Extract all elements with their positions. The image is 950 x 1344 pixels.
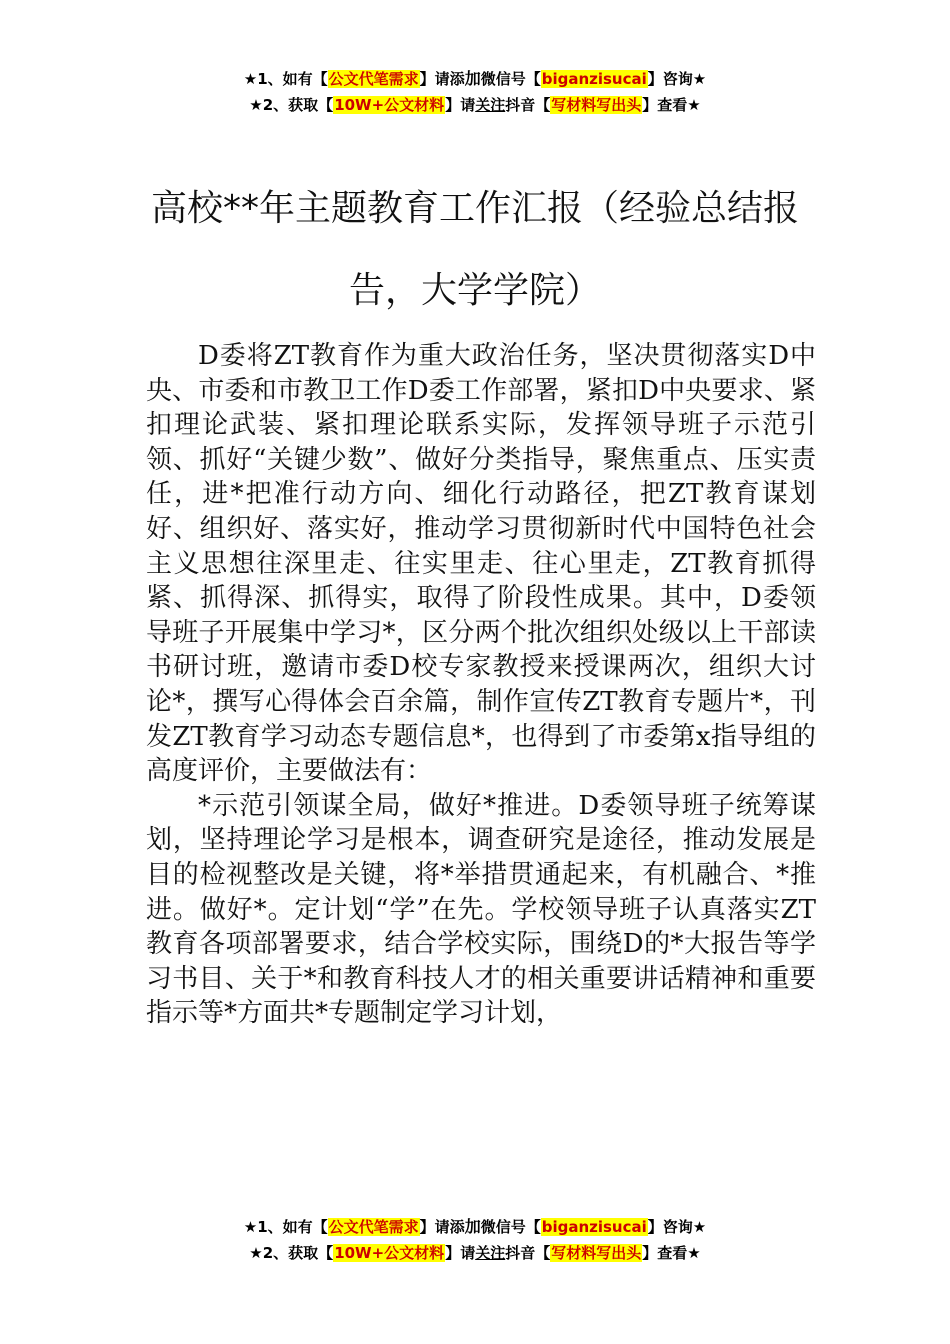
body-paragraph: D委将ZT教育作为重大政治任务，坚决贯彻落实D中央、市委和市教卫工作D委工作部署，紧扣D中央要求、紧扣理论武装、紧扣理论联系实际，发挥领导班子示范引领、抓好“关键少数”、做好分类指导，聚焦重点、压实责任，进*把准行动方向、细化行动路径，把ZT教育谋划好、组织好、落实好，推动学习贯彻新时代中国特色社会主义思想往深里走、往实里走、往心里走，ZT教育抓得紧、抓得深、抓得实，取得了阶段性成果。其中，D委领导班子开展集中学习*，区分两个批次组织处级以上干部读书研讨班，邀请市委D校专家教授来授课两次，组织大讨论*，撰写心得体会百余篇，制作宣传ZT教育专题片*，刊发ZT教育学习动态专题信息*，也得到了市委第x指导组的高度评价，主要做法有： (146, 341, 816, 787)
promo-highlight: 10W+公文材料 (334, 1244, 445, 1262)
header-promo-banner (0, 66, 950, 118)
promo-text: 】查看★ (642, 1244, 701, 1262)
promo-highlight: biganzisucai (541, 70, 647, 88)
document-title: 高校**年主题教育工作汇报（经验总结报告，大学学院） (150, 188, 799, 311)
promo-highlight: 写材料写出头 (551, 1244, 642, 1262)
promo-highlight: biganzisucai (541, 1218, 647, 1236)
promo-line-2 (0, 92, 950, 118)
promo-text: ★1、如有【 (243, 1218, 328, 1236)
promo-text: 】请添 (419, 1218, 465, 1236)
promo-text: 微信号【 (480, 1218, 541, 1236)
promo-text: 加 (464, 1217, 481, 1236)
promo-text: ★1、如有【 (243, 70, 328, 88)
promo-text: 抖音【 (505, 96, 551, 114)
promo-text: 】咨询★ (647, 1218, 707, 1236)
promo-highlight: 公文代笔需求 (328, 70, 419, 88)
promo-line-1 (0, 1214, 950, 1240)
promo-highlight: 10W+公文材料 (334, 96, 445, 114)
promo-text: 抖音【 (505, 1244, 551, 1262)
promo-line-1 (0, 66, 950, 92)
promo-text: 】查看★ (642, 96, 701, 114)
promo-text: ★2、获取【 (249, 1244, 334, 1262)
promo-text: 】请添 (419, 70, 465, 88)
promo-text: 关注 (475, 96, 506, 114)
promo-text: 关注 (475, 1244, 506, 1262)
promo-text: 加 (464, 69, 481, 88)
promo-line-2 (0, 1240, 950, 1266)
document-body (146, 339, 816, 1031)
promo-text: 】请 (445, 1244, 476, 1262)
promo-text: 】咨询★ (647, 70, 707, 88)
body-paragraph: *示范引领谋全局，做好*推进。D委领导班子统筹谋划，坚持理论学习是根本，调查研究是途径，推动发展是目的检视整改是关键，将*举措贯通起来，有机融合、*推进。做好*。定计划“学”在先。学校领导班子认真落实ZT教育各项部署要求，结合学校实际，围绕D的*大报告等学习书目、关于*和教育科技人才的相关重要讲话精神和重要指示等*方面共*专题制定学习计划， (146, 790, 816, 1029)
promo-text: ★2、获取【 (249, 96, 334, 114)
promo-text: 】请 (445, 96, 476, 114)
promo-text: 微信号【 (480, 70, 541, 88)
promo-highlight: 公文代笔需求 (328, 1218, 419, 1236)
footer-promo-banner (0, 1214, 950, 1266)
promo-highlight: 写材料写出头 (551, 96, 642, 114)
